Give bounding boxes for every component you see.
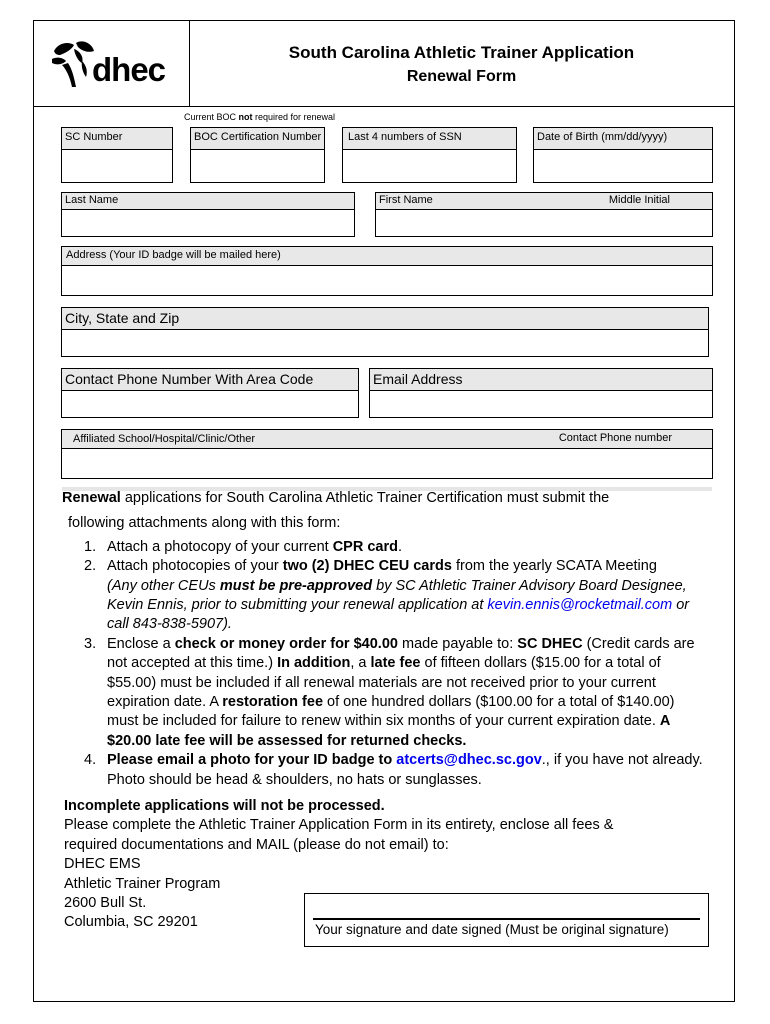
city-state-zip-label: City, State and Zip <box>62 308 708 330</box>
form-title: South Carolina Athletic Trainer Application <box>288 43 635 62</box>
first-name-label: First Name Middle Initial <box>376 193 712 210</box>
address-label: Address (Your ID badge will be mailed here) <box>62 247 712 266</box>
address-line-3: 2600 Bull St. <box>64 895 147 912</box>
email-label: Email Address <box>370 369 712 391</box>
sc-number-label: SC Number <box>62 128 172 150</box>
middle-initial-label: Middle Initial <box>608 194 670 206</box>
signature-line <box>313 918 700 920</box>
last-name-field[interactable] <box>61 192 355 237</box>
affiliation-field[interactable] <box>61 429 713 479</box>
requirements-list <box>62 538 707 790</box>
ssn-field[interactable] <box>342 127 517 183</box>
sc-number-field[interactable] <box>61 127 173 183</box>
address-line-2: Athletic Trainer Program <box>64 875 221 892</box>
affiliation-label: Affiliated School/Hospital/Clinic/Other Contact Phone number <box>62 430 712 449</box>
dob-label: Date of Birth (mm/dd/yyyy) <box>534 128 712 150</box>
email-field[interactable] <box>369 368 713 418</box>
boc-number-label: BOC Certification Number <box>191 128 324 150</box>
intro-line1: Renewal applications for South Carolina Athletic Trainer Certification must submit the <box>62 490 610 506</box>
contact-phone-field[interactable] <box>61 368 359 418</box>
city-state-zip-field[interactable] <box>61 307 709 357</box>
logo-text: dhec <box>92 51 166 88</box>
signature-caption: Your signature and date signed (Must be original signature) <box>315 922 669 937</box>
last-name-label: Last Name <box>62 193 354 210</box>
intro-line2: following attachments along with this form: <box>68 515 341 532</box>
contact-phone-label: Contact Phone Number With Area Code <box>62 369 358 391</box>
form-header <box>34 21 734 107</box>
address-field[interactable] <box>61 246 713 296</box>
first-name-field[interactable] <box>375 192 713 237</box>
affiliation-phone-label: Contact Phone number <box>558 432 672 444</box>
list-item: 3. Enclose a check or money order for $40.00 made payable to: SC DHEC (Credit cards are not accepted at this time.) In addition, a late fee of fifteen dollars ($15.00 for a total of $55.00) must be included if all renewal materials are not received prior to your current expiration date. A restoration fee of one hundred dollars ($100.00 for a total of $140.00) must be included for failure to renew within six months of your current expiration date. A $20.00 late fee will be assessed for returned checks. <box>84 635 695 749</box>
kevin-email-link[interactable]: kevin.ennis@rocketmail.com <box>487 597 673 614</box>
form-subtitle: Renewal Form <box>406 68 517 85</box>
address-line-4: Columbia, SC 29201 <box>64 914 198 931</box>
instructions <box>62 489 722 790</box>
list-item: 2. Attach photocopies of your two (2) DHEC CEU cards from the yearly SCATA Meeting (Any other CEUs must be pre-approved by SC Athletic Trainer Advisory Board Designee, Kevin Ennis, prior to submitting your renewal application at kevin.ennis@rocketmail.com or call 843-838-5907). <box>84 558 690 633</box>
boc-number-field[interactable] <box>190 127 325 183</box>
list-item: 1. Attach a photocopy of your current CPR card. <box>84 538 402 555</box>
ssn-label: Last 4 numbers of SSN <box>343 128 516 150</box>
dob-field[interactable] <box>533 127 713 183</box>
dhec-palmetto-icon <box>48 39 96 91</box>
address-line-1: DHEC EMS <box>64 856 141 873</box>
dhec-logo <box>34 21 190 106</box>
signature-box[interactable] <box>304 893 709 947</box>
boc-note: Current BOC not required for renewal <box>184 112 336 122</box>
incomplete-warning: Incomplete applications will not be processed. <box>64 798 385 814</box>
atcerts-email-link[interactable]: atcerts@dhec.sc.gov <box>396 752 542 769</box>
mail-instructions: Please complete the Athletic Trainer Application Form in its entirety, enclose all fees & required documentations and MAIL (please do not email) to: <box>64 817 614 853</box>
list-item: 4. Please email a photo for your ID badge to atcerts@dhec.sc.gov., if you have not already. Photo should be head & shoulders, no hats or sunglasses. <box>84 752 703 788</box>
